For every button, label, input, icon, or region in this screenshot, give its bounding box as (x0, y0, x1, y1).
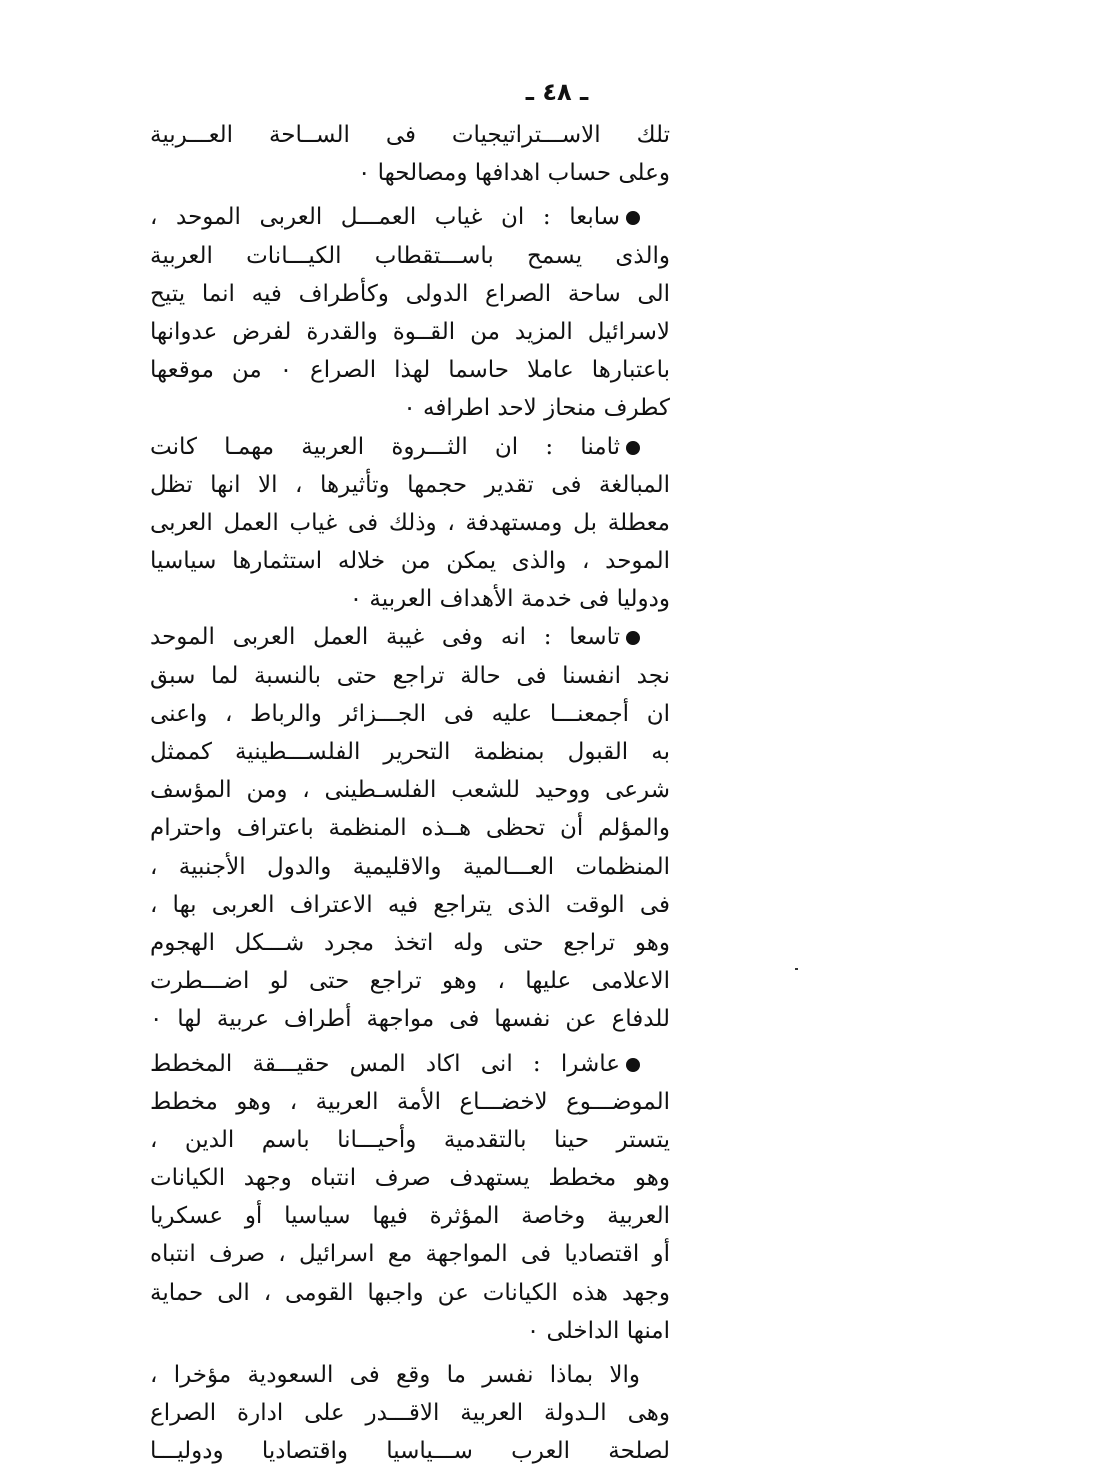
text-line (150, 1159, 670, 1197)
line-text: نجد انفسنا فى حالة تراجع حتى بالنسبة لما سبق (150, 662, 670, 689)
line-text: تلك الاســـتراتيجيات فى الســاحة العـــربية (150, 122, 670, 148)
line-text: والمؤلم أن تحظى هــذه المنظمة باعتراف واحترام (150, 815, 670, 842)
line-text: لصلحة العرب ســـياسيا واقتصاديا ودوليـــا (150, 1438, 670, 1465)
text-line (150, 733, 670, 771)
line-text: وجهد هذه الكيانات عن واجبها القومى ، الى حماية (150, 1279, 670, 1306)
line-text: معطلة بل ومستهدفة ، وذلك فى غياب العمل العربى (150, 509, 670, 536)
line-text: أو اقتصاديا فى المواجهة مع اسرائيل ، صرف انتباه (150, 1241, 670, 1268)
line-text: وهو مخطط يستهدف صرف انتباه وجهد الكيانات (150, 1165, 670, 1192)
line-text: المنظمات العـــالمية والاقليمية والدول الأجنبية ، (150, 853, 670, 880)
text-line (150, 1083, 670, 1121)
line-text: الموضـــوع لاخضـــاع الأمة العربية ، وهو مخطط (150, 1088, 670, 1115)
text-line (150, 116, 670, 154)
text-line (150, 580, 670, 618)
text-line (150, 695, 670, 733)
text-line (150, 848, 670, 886)
text-line (150, 428, 670, 466)
line-text: امنها الداخلى ٠ (526, 1317, 670, 1344)
text-line (150, 542, 670, 580)
line-text: باعتبارها عاملا حاسما لهذا الصراع ٠ من موقعها (150, 357, 670, 384)
text-line (150, 1274, 670, 1312)
text-line (150, 1432, 670, 1470)
text-line (150, 504, 670, 542)
line-text: الى ساحة الصراع الدولى وكأطراف فيه انما يتيح (150, 280, 670, 307)
line-text: كطرف منحاز لاحد اطرافه ٠ (403, 395, 670, 422)
text-line (150, 351, 670, 389)
line-text: به القبول بمنظمة التحرير الفلســـطينية كممثل (150, 739, 670, 765)
line-text: فى الوقت الذى يتراجع فيه الاعتراف العربى بها ، (150, 891, 670, 918)
line-text: عاشرا : انى اكاد المس حقيـــقة المخطط (150, 1050, 620, 1077)
text-line (150, 809, 670, 847)
text-line (150, 275, 670, 313)
line-text: والا بماذا نفسر ما وقع فى السعودية مؤخرا ، (150, 1362, 640, 1388)
text-line (150, 924, 670, 962)
line-text: وهى الـدولة العربية الاقـــدر على ادارة الصراع (150, 1400, 670, 1427)
bullet-icon (626, 631, 640, 645)
line-text: لاسرائيل المزيد من القــوة والقدرة لفرض عدوانها (150, 318, 670, 345)
line-text: يتستر حينا بالتقدمية وأحيـــانا باسم الدين ، (150, 1126, 670, 1153)
line-text: وهو تراجع حتى وله اتخذ مجرد شـــكل الهجوم (150, 929, 670, 956)
line-text: المبالغة فى تقدير حجمها وتأثيرها ، الا انها تظل (150, 471, 670, 498)
text-line (150, 198, 670, 236)
bullet-icon (626, 1058, 640, 1072)
bullet-icon (626, 211, 640, 225)
text-line (150, 886, 670, 924)
line-text: ثامنا : ان الثـــروة العربية مهمـا كانت (150, 433, 620, 460)
bullet-icon (626, 441, 640, 455)
text-line (150, 1312, 670, 1350)
text-line (150, 1394, 670, 1432)
line-text: شرعى ووحيد للشعب الفلسـطينى ، ومن المؤسف (150, 777, 670, 804)
text-body (150, 116, 670, 1471)
line-text: وعلى حساب اهدافها ومصالحها ٠ (357, 160, 670, 187)
text-line (150, 657, 670, 695)
text-line (150, 154, 670, 192)
text-line (150, 313, 670, 351)
line-text: للدفاع عن نفسها فى مواجهة أطراف عربية لها ٠ (150, 1006, 670, 1033)
text-line (150, 962, 670, 1000)
line-text: الموحد ، والذى يمكن من خلاله استثمارها سياسيا (150, 548, 670, 575)
scan-speck (795, 968, 798, 970)
line-text: والذى يسمح باســـتقطاب الكيـــانات العربية (150, 242, 670, 269)
text-line (150, 466, 670, 504)
line-text: ان أجمعنـــا عليه فى الجـــزائر والرباط ، واعنى (150, 700, 670, 727)
line-text: الاعلامى عليها ، وهو تراجع حتى لو اضـــطرت (150, 968, 670, 995)
text-line (150, 771, 670, 809)
text-line (150, 1045, 670, 1083)
text-line (150, 1197, 670, 1235)
text-line (150, 1121, 670, 1159)
line-text: سابعا : ان غياب العمـــل العربى الموحد ، (150, 204, 620, 231)
text-line (150, 1000, 670, 1038)
text-line (150, 1356, 670, 1394)
line-text: تاسعا : انه وفى غيبة العمل العربى الموحد (150, 624, 620, 651)
line-text: ودوليا فى خدمة الأهداف العربية ٠ (349, 586, 670, 613)
page-number: ـ ٤٨ ـ (525, 78, 589, 106)
text-line (150, 389, 670, 427)
text-line (150, 1235, 670, 1273)
line-text: العربية وخاصة المؤثرة فيها سياسيا أو عسكريا (150, 1203, 670, 1230)
text-line (150, 237, 670, 275)
text-line (150, 618, 670, 656)
